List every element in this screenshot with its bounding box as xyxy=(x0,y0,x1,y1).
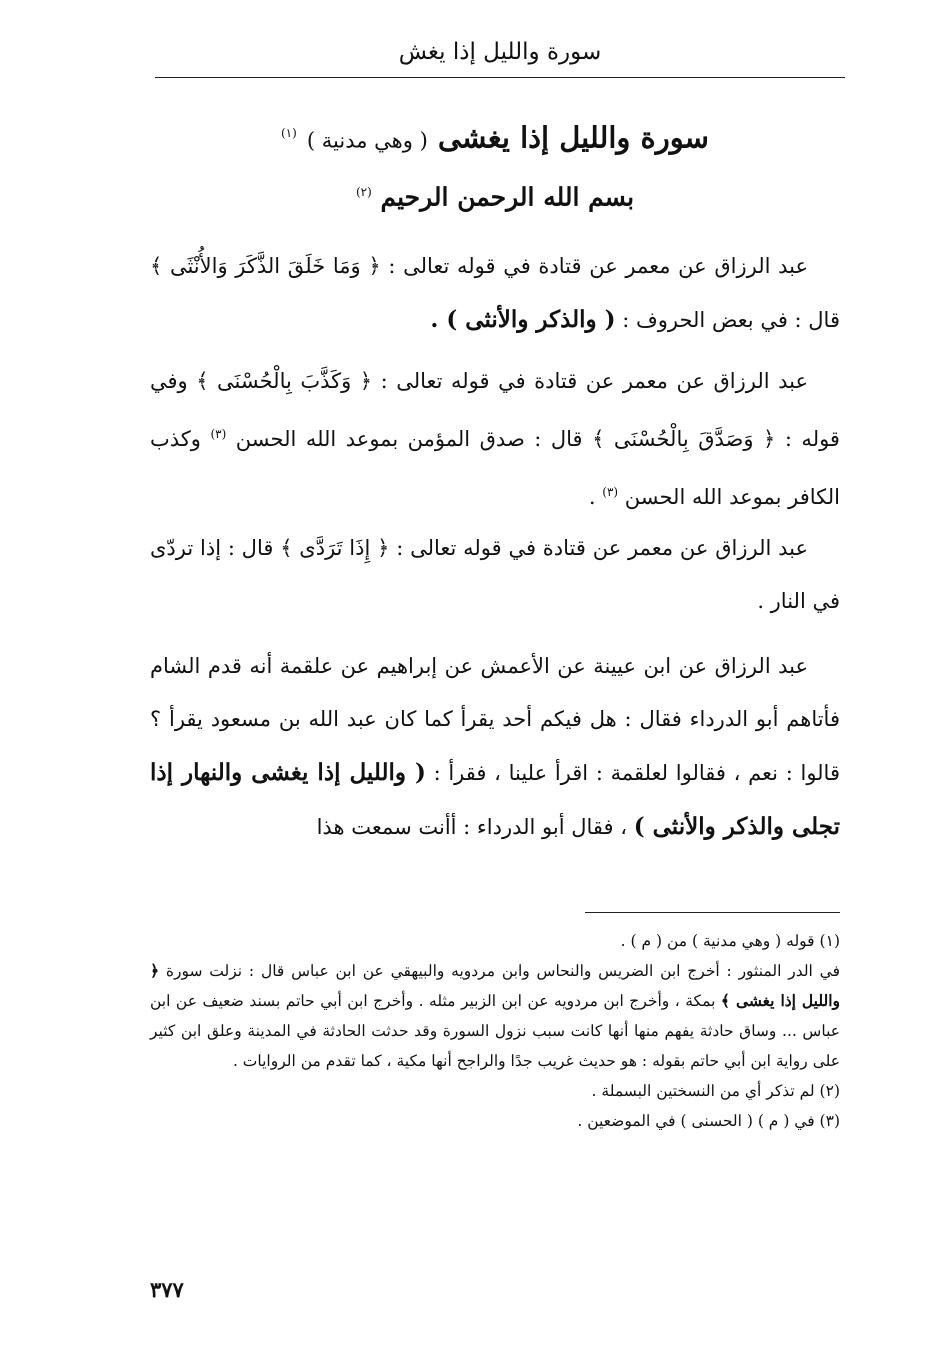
isnad: عبد الرزاق عن ابن عيينة عن الأعمش عن إبراهيم عن علقمة أنه قدم الشام فأتاهم أبو الدرداء فقال : هل فيكم أحد يقرأ كما كان عبد الله بن مسعود يقرأ ؟ قالوا : نعم ، فقالوا لعلقمة : اقرأ علينا ، فقرأ : xyxy=(150,654,840,785)
commentary: . xyxy=(588,485,596,509)
narration-paragraph xyxy=(150,640,840,854)
quran-verse: ﴿ وَمَا خَلَقَ الذَّكَرَ وَالأُنْثَى ﴾ xyxy=(150,254,381,278)
footnote-mark: (١) xyxy=(280,126,297,140)
footnote-text: بمكة ، وأخرج ابن مردويه عن ابن الزبير مثله . وأخرج ابن أبي حاتم بسند ضعيف عن ابن عباس ... وساق حادثة يفهم منها أنها كانت سبب نزول السورة وقد حدثت الحادثة في المدينة وعلق ابن كثير على رواية ابن أبي حاتم بقوله : هو حديث غريب جدًا والراجح أنها مكية ، كما تقدم من الروايات . xyxy=(150,992,840,1070)
variant-reading: ( والذكر والأنثى ) . xyxy=(430,306,616,333)
running-header: سورة والليل إذا يغش xyxy=(398,39,602,65)
basmala xyxy=(150,168,840,221)
isnad: عبد الرزاق عن معمر عن قتادة في قوله تعالى : xyxy=(396,536,808,560)
isnad: عبد الرزاق عن معمر عن قتادة في قوله تعالى : xyxy=(380,369,808,393)
commentary: ، فقال أبو الدرداء : أأنت سمعت هذا xyxy=(316,815,628,839)
narration-paragraph xyxy=(150,240,840,347)
page-number: ٣٧٧ xyxy=(150,1277,184,1302)
isnad: عبد الرزاق عن معمر عن قتادة في قوله تعالى : xyxy=(388,254,808,278)
commentary: قال : في بعض الحروف : xyxy=(622,308,840,332)
footnote-mark: (٣) xyxy=(602,485,619,499)
surah-title-paren: ( وهي مدنية ) xyxy=(306,128,428,153)
quran-verse: ﴿ إِذَا تَرَدَّى ﴾ xyxy=(280,536,390,560)
commentary: قال : صدق المؤمن بموعد الله الحسن xyxy=(235,427,583,451)
basmala-text: بسم الله الرحمن الرحيم xyxy=(380,182,635,212)
footnote-rule xyxy=(585,912,840,913)
footnote-text: قوله ( وهي مدنية ) من ( م ) . xyxy=(620,932,815,950)
commentary: وفي قوله : xyxy=(150,369,840,451)
footnote-mark: (٢) xyxy=(355,185,372,199)
surah-title-main: سورة والليل إذا يغشى xyxy=(437,120,709,155)
footnote-1-lead xyxy=(150,926,840,956)
commentary: وكذب الكافر بموعد الله الحسن xyxy=(150,427,840,509)
footnote-label: (١) xyxy=(819,932,840,950)
footnotes xyxy=(150,926,840,1136)
narration-paragraph xyxy=(150,355,840,524)
quran-verse: ﴿ وَكَذَّبَ بِالْحُسْنَى ﴾ xyxy=(196,369,373,393)
surah-title xyxy=(150,108,840,166)
quran-verse: ﴿ وَصَدَّقَ بِالْحُسْنَى ﴾ xyxy=(592,427,776,451)
narration-paragraph xyxy=(150,522,840,628)
footnote-1-body xyxy=(150,956,840,1076)
commentary: قال : إذا تردّى في النار . xyxy=(150,536,840,613)
footnote-verse: ﴿ والليل إذا يغشى ﴾ xyxy=(150,961,840,1010)
footnote-text: في الدر المنثور : أخرج ابن الضريس والنحاس وابن مردويه والبيهقي عن ابن عباس قال : نزلت سورة xyxy=(165,962,840,980)
footnote-3: (٣) في ( م ) ( الحسنى ) في الموضعين . xyxy=(577,1112,840,1130)
variant-reading: ( والليل إذا يغشى والنهار إذا تجلى والذكر والأنثى ) xyxy=(150,759,840,840)
footnote-2: (٢) لم تذكر أي من النسختين البسملة . xyxy=(591,1082,840,1100)
footnote-mark: (٣) xyxy=(210,427,227,441)
header-rule xyxy=(155,77,845,78)
